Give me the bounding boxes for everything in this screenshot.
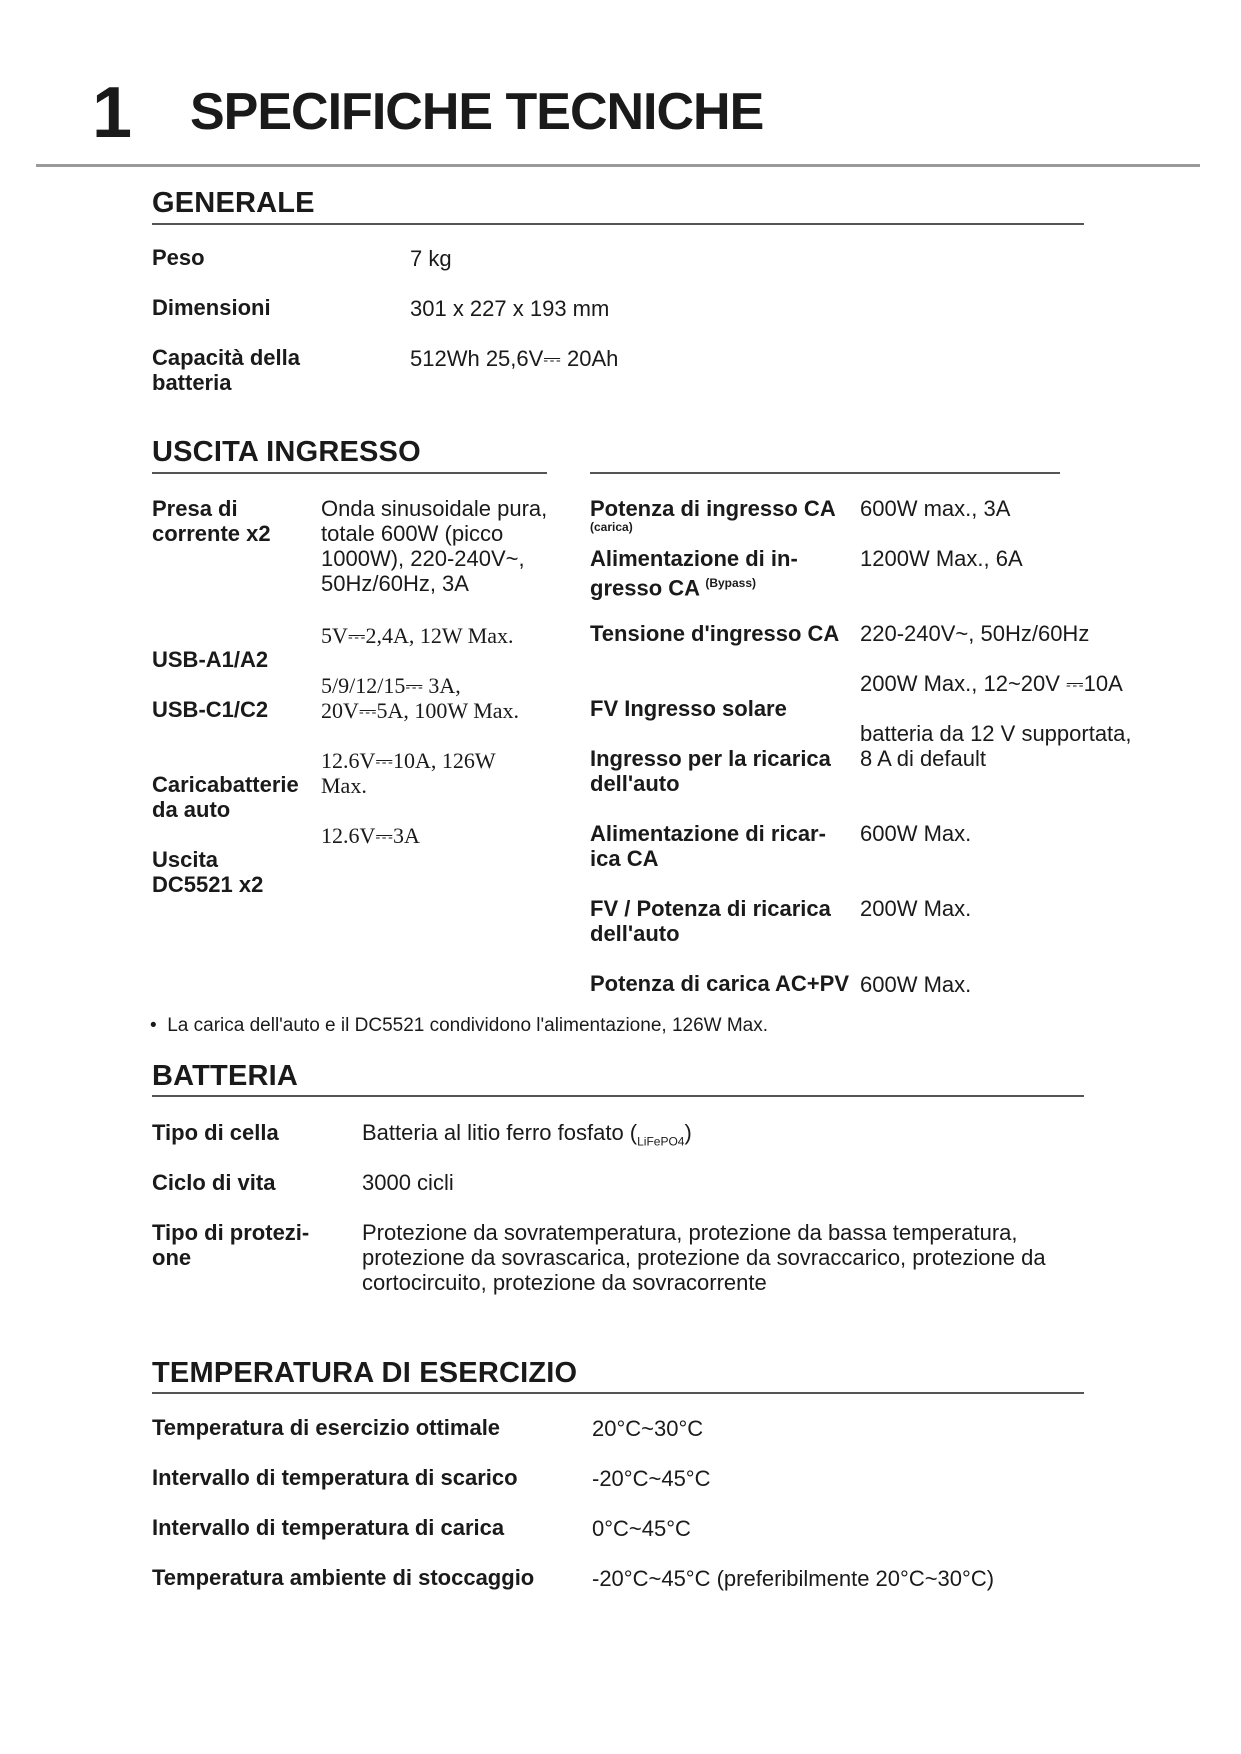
bullet: •: [150, 1015, 168, 1036]
spec-value: 5V⎓2,4A, 12W Max.: [321, 623, 514, 648]
spec-value: Onda sinusoidale pura, totale 600W (picco 1000W), 220-240V~, 50Hz/60Hz, 3A: [321, 496, 548, 596]
section-title-batteria: BATTERIA: [152, 1060, 299, 1092]
spec-value: 12.6V⎓3A: [321, 823, 420, 848]
spec-value: 12.6V⎓10A, 126W Max.: [321, 748, 496, 798]
spec-value: -20°C~45°C (preferibilmente 20°C~30°C): [592, 1566, 995, 1591]
spec-value: 301 x 227 x 193 mm: [410, 296, 610, 321]
section-divider: [590, 472, 1060, 474]
spec-value: batteria da 12 V supportata, 8 A di default: [860, 721, 1132, 771]
section-divider: [152, 1095, 1084, 1097]
chapter-divider: [36, 164, 1200, 167]
spec-label: Temperatura di esercizio ottimale: [152, 1415, 501, 1440]
spec-value: 600W Max.: [860, 821, 972, 846]
spec-label: FV Ingresso solare: [590, 696, 787, 721]
spec-value: Batteria al litio ferro fosfato $(_{LiFePO4})$: [362, 1120, 692, 1149]
spec-label: Alimentazione di in- gresso CA $^{(Bypass)}$: [590, 546, 798, 601]
section-title-generale: GENERALE: [152, 187, 315, 219]
chapter-number: 1: [92, 73, 131, 153]
spec-label: Intervallo di temperatura di scarico: [152, 1465, 518, 1490]
spec-value: 1200W Max., 6A: [860, 546, 1023, 571]
spec-label: Ciclo di vita: [152, 1170, 276, 1195]
spec-label: Dimensioni: [152, 295, 271, 320]
spec-value: Protezione da sovratemperatura, protezione da bassa temperatura, protezione da sovrascarica, protezione da sovraccarico, protezione da cortocircuito, protezione da sovracorrente: [362, 1220, 1046, 1295]
footnote: • La carica dell'auto e il DC5521 condividono l'alimentazione, 126W Max.: [150, 1015, 769, 1036]
chapter-title: SPECIFICHE TECNICHE: [190, 83, 764, 141]
spec-label: Peso: [152, 245, 205, 270]
spec-label: Tipo di protezi- one: [152, 1220, 310, 1270]
spec-label: Intervallo di temperatura di carica: [152, 1515, 505, 1540]
spec-label: Capacità della batteria: [152, 345, 300, 395]
spec-label: USB-A1/A2: [152, 647, 269, 672]
spec-label: Temperatura ambiente di stoccaggio: [152, 1565, 535, 1590]
spec-value: 0°C~45°C: [592, 1516, 691, 1541]
spec-value: 600W Max.: [860, 972, 972, 997]
spec-label: Caricabatterie da auto: [152, 772, 299, 822]
spec-value: 200W Max.: [860, 896, 972, 921]
spec-value: -20°C~45°C: [592, 1466, 711, 1491]
spec-label: Potenza di carica AC+PV: [590, 971, 850, 996]
section-title-temperatura: TEMPERATURA DI ESERCIZIO: [152, 1357, 578, 1389]
spec-label: Alimentazione di ricar- ica CA: [590, 821, 826, 871]
spec-label: FV / Potenza di ricarica dell'auto: [590, 896, 831, 946]
spec-value: 20°C~30°C: [592, 1416, 704, 1441]
spec-value: 7 kg: [410, 246, 452, 271]
section-title-uscita: USCITA INGRESSO: [152, 436, 421, 468]
spec-value: 220-240V~, 50Hz/60Hz: [860, 621, 1090, 646]
spec-value: 3000 cicli: [362, 1170, 454, 1195]
spec-label: Ingresso per la ricarica dell'auto: [590, 746, 831, 796]
spec-value: 200W Max., 12~20V ⎓10A: [860, 671, 1123, 696]
spec-label: Uscita DC5521 x2: [152, 847, 264, 897]
spec-label: Tensione d'ingresso CA: [590, 621, 840, 646]
spec-label: Presa di corrente x2: [152, 496, 271, 546]
spec-label: Potenza di ingresso CA (carica): [590, 496, 836, 534]
section-divider: [152, 223, 1084, 225]
spec-label: Tipo di cella: [152, 1120, 279, 1145]
section-divider: [152, 1392, 1084, 1394]
spec-value: 600W max., 3A: [860, 496, 1011, 521]
spec-label: USB-C1/C2: [152, 697, 269, 722]
spec-value: 5/9/12/15⎓ 3A, 20V⎓5A, 100W Max.: [321, 673, 520, 723]
section-divider: [152, 472, 547, 474]
spec-value: 512Wh 25,6V⎓ 20Ah: [410, 346, 619, 371]
